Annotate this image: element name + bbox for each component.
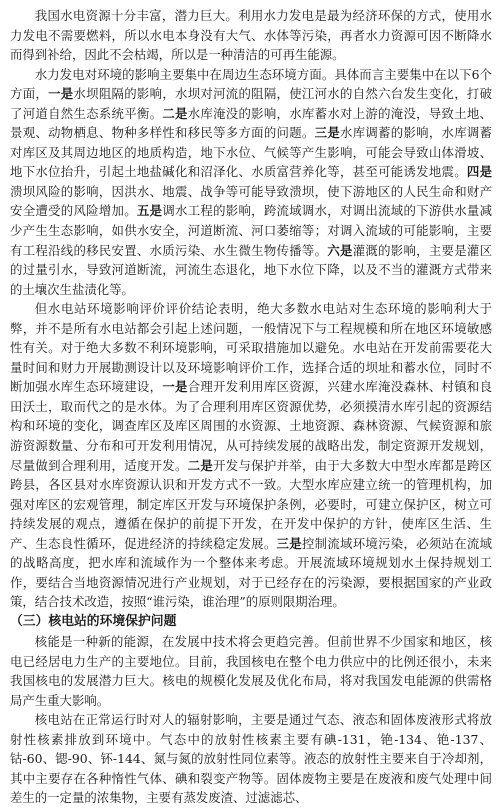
ordinal-marker: 六是 [327,242,353,258]
paragraph-text: 我国水电资源十分丰富，潜力巨大。利用水力发电是最为经济环保的方式，使用水力发电不需要燃料，所以水电本身没有大气、水体等污染，再者水力资源可因不断降水而得到补给，因此不会枯竭，所以是一种清洁的可再生能源。 [10,8,492,63]
body-paragraph [10,6,492,65]
paragraph-text: 但水电站环境影响评价评价结论表明，绝大多数水电站对生态环境的影响利大于弊，并不是所有水电站都会引起上述问题，一般情况下与工程规模和所在地区环境敏感性有关。对于绝大多数不利环境影响，可采取措施加以避免。水电站在开发前需要花大量时间和财力开展勘测设计以及环境影响评价工作，选择合适的坝址和蓄水位，同时不断加强水库生态环境建设， [10,301,492,395]
paragraph-text: 灌溉的影响，主要是灌区的过量引水，导致河道断流，河流生态退化，地下水位下降，以及不当的灌溉方式带来的土壤次生盐渍化等。 [10,242,493,297]
ordinal-marker: 二是 [162,105,188,121]
paragraph-text: 合理开发利用库区资源，兴建水库淹没森林、村镇和良田沃土，取而代之的是水体。为了合理利用库区资源优势，必须摸清水库引起的资源结构和环境的变化，调查库区及库区周围的水资源、土地资源、森林资源、气候资源和旅游资源数量、分布和可开发利用情况，从可持续发展的战略出发，制定资源开发规划，尽量做到合理利用，适度开发。 [10,379,493,473]
body-paragraph [10,299,492,612]
ordinal-marker: 四是 [466,164,493,180]
paragraph-text: 水力发电对环境的影响主要集中在周边生态环境方面。具体而言主要集中在以下6个方面， [10,66,492,102]
ordinal-marker: 三是 [314,125,341,141]
body-paragraph [10,710,492,808]
body-paragraph [10,65,492,300]
paragraph-text: （三）核电站的环境保护问题 [10,613,177,629]
paragraph-text: 水库淹没的影响，水库蓄水对上游的淹没，导致土地、景观、动物栖息、物种多样性和移民等多方面的问题。 [10,105,493,141]
paragraph-text: 溃坝风险的影响，因洪水、地震、战争等可能导致溃坝，使下游地区的人民生命和财产安全遭受的风险增加。 [10,183,492,219]
paragraph-text: 开发与保护并举，由于大多数大中型水库都是跨区跨县，各区县对水库资源认识和开发方式不一致。大型水库应建立统一的管理机构，加强对库区的宏观管理，制定库区开发与环境保护条例，必要时，可建立保护区，树立可持续发展的观点，遵循在保护的前提下开发，在开发中保护的方针，使库区生活、生产、生态良性循环，促进经济的持续稳定发展。 [10,457,493,551]
paragraph-text: 水库调蓄的影响，水库调蓄对库区及其周边地区的地质构造，地下水位、气候等产生影响，可能会导致山体滑坡、地下水位抬升，引起土地盐碱化和沼泽化、水质富营养化等，甚至可能诱发地震。 [10,125,493,180]
ordinal-marker: 三是 [276,535,302,551]
ordinal-marker: 二是 [187,457,214,473]
section-heading [10,612,492,632]
paragraph-text: 水坝阻隔的影响，水坝对河流的阻隔，使江河水的自然六台发生变化，打破了河道自然生态系统平衡。 [10,86,493,121]
body-paragraph [10,632,492,710]
ordinal-marker: 五是 [136,203,163,219]
paragraph-text: 控制流域环境污染，必须站在流域的战略高度，把水库和流域作为一个整体来考虑。开展流域环境规划水土保持规划工作，要结合当地资源情况进行产业规划，对于已经存在的污染源，要根据国家的产业政策，结合技术改造，按照“谁污染，谁治理”的原则限期治理。 [10,535,493,610]
paragraph-text: 核电站在正常运行时对人的辐射影响，主要是通过气态、液态和固体废液形式将放射性核素排放到环境中。气态中的放射性核素主要有碘-131，铯-134、铯-137、钴-60、锶-90、钚-144、氮与氮的放射性同位素等。液态的放射性主要来自于冷却剂，其中主要存在各种惰性气体、碘和裂变产物等。固体废物主要是在废液和废气处理中间差生的一定量的浓集物，主要有蒸发废渣、过滤滤芯、 [10,712,492,806]
ordinal-marker: 一是 [48,86,74,102]
paragraph-text: 核能是一种新的能源，在发展中技术将会更趋完善。但前世界不少国家和地区，核电已经居电力生产的主要地位。目前，我国核电在整个电力供应中的比例还很小，未来我国核电的发展潜力巨大。核电的规模化发展及优化布局，将对我国发电能源的供需格局产生重大影响。 [10,633,492,708]
paragraph-text: 调水工程的影响，跨流域调水，对调出流域的下游供水量减少产生生态影响，如供水安全，河道断流、河口萎缩等；对调入流域的可能影响，主要有工程沿线的移民安置、水质污染、水生微生物传播等。 [10,203,493,258]
ordinal-marker: 一是 [162,379,188,395]
